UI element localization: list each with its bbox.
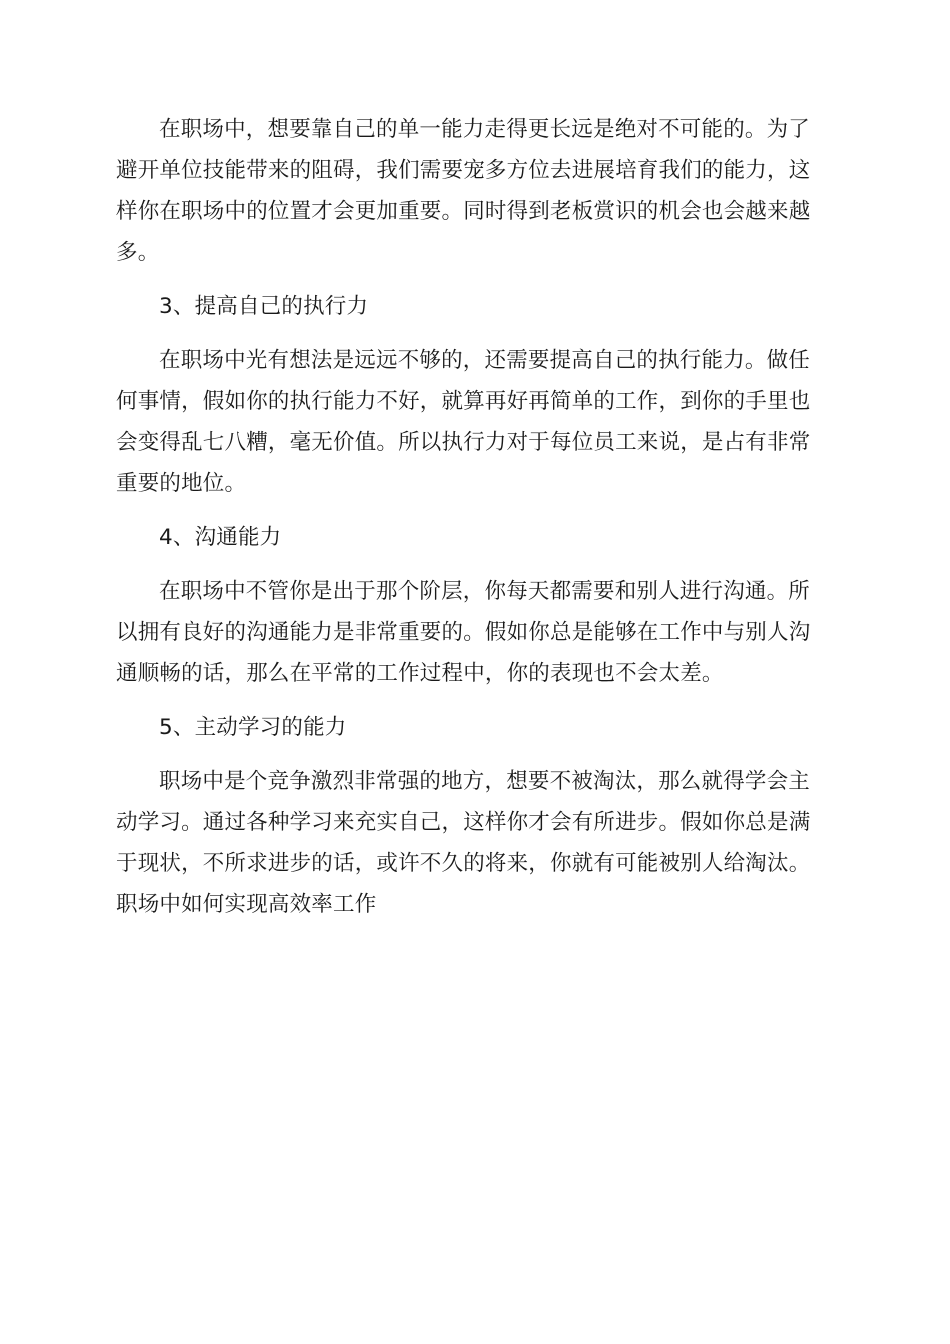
paragraph-line: 在职场中，想要靠自己的单一能力走得更长远是绝对不可能的。为了	[159, 117, 811, 142]
paragraph-line: 会变得乱七八糟，毫无价值。所以执行力对于每位员工来说，是占有非常	[116, 430, 811, 455]
paragraph-learning	[116, 761, 834, 925]
section-heading-communication: 4、沟通能力	[159, 525, 282, 550]
paragraph-line: 职场中如何实现高效率工作	[116, 892, 377, 917]
paragraph-line: 于现状，不所求进步的话，或许不久的将来，你就有可能被别人给淘汰。	[116, 851, 811, 876]
paragraph-line: 通顺畅的话，那么在平常的工作过程中，你的表现也不会太差。	[116, 661, 724, 686]
section-heading-execution: 3、提高自己的执行力	[159, 294, 369, 319]
paragraph-line: 在职场中光有想法是远远不够的，还需要提高自己的执行能力。做任	[159, 348, 811, 373]
paragraph-communication	[116, 571, 834, 694]
section-heading-learning: 5、主动学习的能力	[159, 715, 347, 740]
paragraph-multi-skill	[116, 109, 834, 273]
paragraph-line: 职场中是个竞争激烈非常强的地方，想要不被淘汰，那么就得学会主	[159, 769, 811, 794]
paragraph-line: 何事情，假如你的执行能力不好，就算再好再简单的工作，到你的手里也	[116, 389, 811, 414]
paragraph-line: 在职场中不管你是出于那个阶层，你每天都需要和别人进行沟通。所	[159, 579, 811, 604]
paragraph-execution	[116, 340, 834, 504]
paragraph-line: 多。	[116, 240, 160, 265]
paragraph-line: 以拥有良好的沟通能力是非常重要的。假如你总是能够在工作中与别人沟	[116, 620, 811, 645]
paragraph-line: 样你在职场中的位置才会更加重要。同时得到老板赏识的机会也会越来越	[116, 199, 811, 224]
paragraph-line: 重要的地位。	[116, 471, 247, 496]
paragraph-line: 动学习。通过各种学习来充实自己，这样你才会有所进步。假如你总是满	[116, 810, 811, 835]
paragraph-line: 避开单位技能带来的阻碍，我们需要宠多方位去进展培育我们的能力，这	[116, 158, 811, 183]
document-body	[116, 109, 834, 938]
